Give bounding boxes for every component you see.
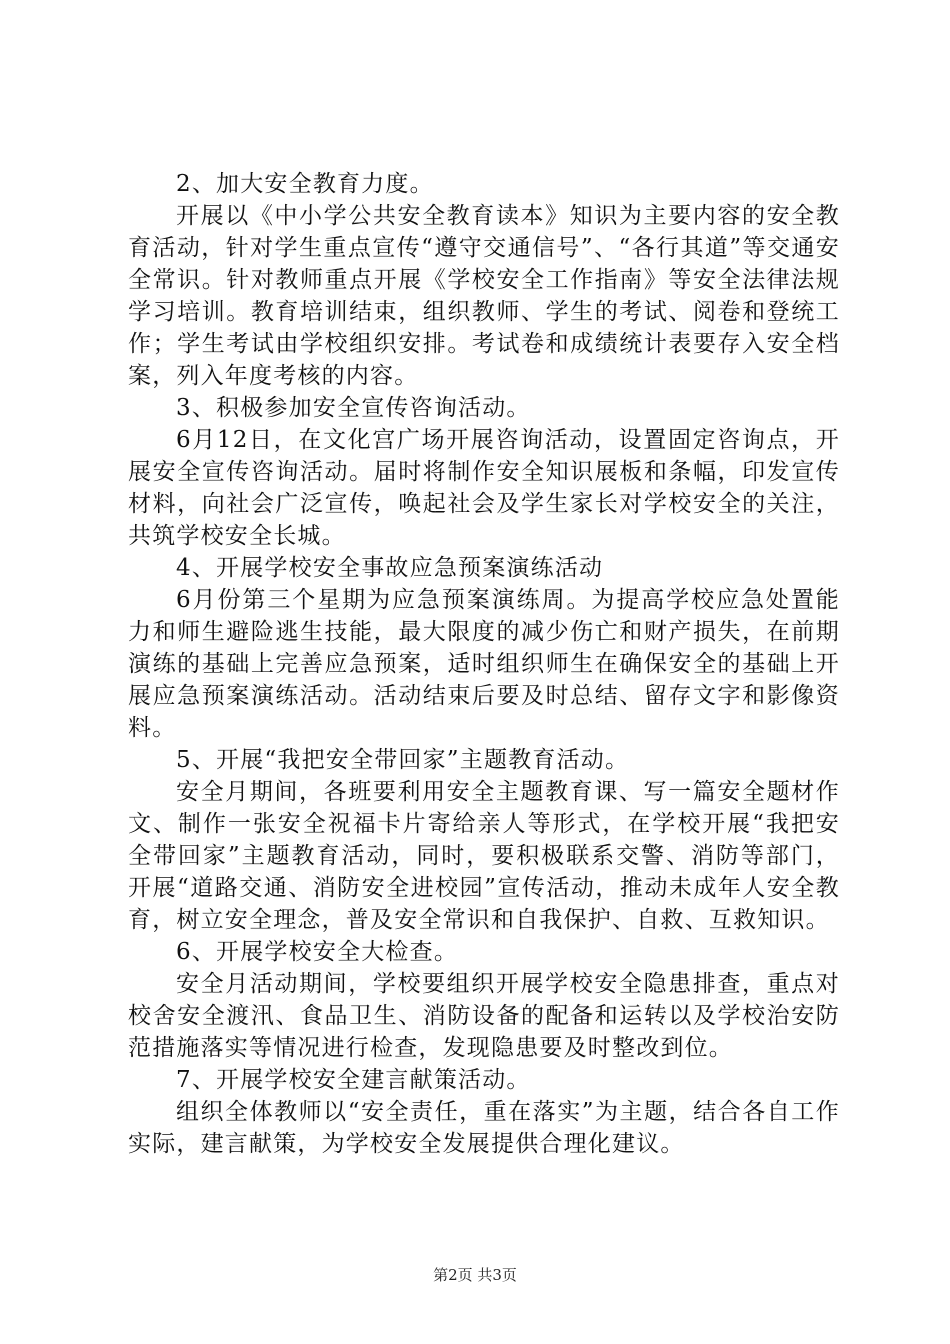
paragraph-safety-education: 开展以《中小学公共安全教育读本》知识为主要内容的安全教育活动，针对学生重点宣传“遵守交通信号”、“各行其道”等交通安全常识。针对教师重点开展《学校安全工作指南》等安全法律法规学习培训。教育培训结束，组织教师、学生的考试、阅卷和登统工作；学生考试由学校组织安排。考试卷和成绩统计表要存入安全档案，列入年度考核的内容。 [128, 203, 840, 389]
section-heading-5: 5、开展“我把安全带回家”主题教育活动。 [176, 747, 630, 773]
paragraph-theme-education: 安全月期间，各班要利用安全主题教育课、写一篇安全题材作文、制作一张安全祝福卡片寄给亲人等形式，在学校开展“我把安全带回家”主题教育活动，同时，要积极联系交警、消防等部门，开展“道路交通、消防安全进校园”宣传活动，推动未成年人安全教育，树立安全理念，普及安全常识和自我保护、自救、互救知识。 [128, 779, 840, 933]
page-number: 第2页 共3页 [433, 1266, 517, 1284]
section-heading-6: 6、开展学校安全大检查。 [176, 939, 459, 965]
section-heading-4: 4、开展学校安全事故应急预案演练活动 [176, 555, 604, 581]
paragraph-consultation: 6月12日，在文化宫广场开展咨询活动，设置固定咨询点，开展安全宣传咨询活动。届时将制作安全知识展板和条幅，印发宣传材料，向社会广泛宣传，唤起社会及学生家长对学校安全的关注，共筑学校安全长城。 [128, 427, 840, 549]
section-heading-2: 2、加大安全教育力度。 [176, 171, 434, 197]
paragraph-suggestions: 组织全体教师以“安全责任，重在落实”为主题，结合各自工作实际，建言献策，为学校安全发展提供合理化建议。 [128, 1099, 840, 1157]
paragraph-inspection: 安全月活动期间，学校要组织开展学校安全隐患排查，重点对校舍安全渡汛、食品卫生、消防设备的配备和运转以及学校治安防范措施落实等情况进行检查，发现隐患要及时整改到位。 [128, 971, 840, 1061]
document-body [128, 168, 840, 1160]
section-heading-3: 3、积极参加安全宣传咨询活动。 [176, 395, 531, 421]
section-heading-7: 7、开展学校安全建言献策活动。 [176, 1067, 531, 1093]
paragraph-emergency-drill: 6月份第三个星期为应急预案演练周。为提高学校应急处置能力和师生避险逃生技能，最大限度的减少伤亡和财产损失，在前期演练的基础上完善应急预案，适时组织师生在确保安全的基础上开展应急预案演练活动。活动结束后要及时总结、留存文字和影像资料。 [128, 587, 840, 741]
